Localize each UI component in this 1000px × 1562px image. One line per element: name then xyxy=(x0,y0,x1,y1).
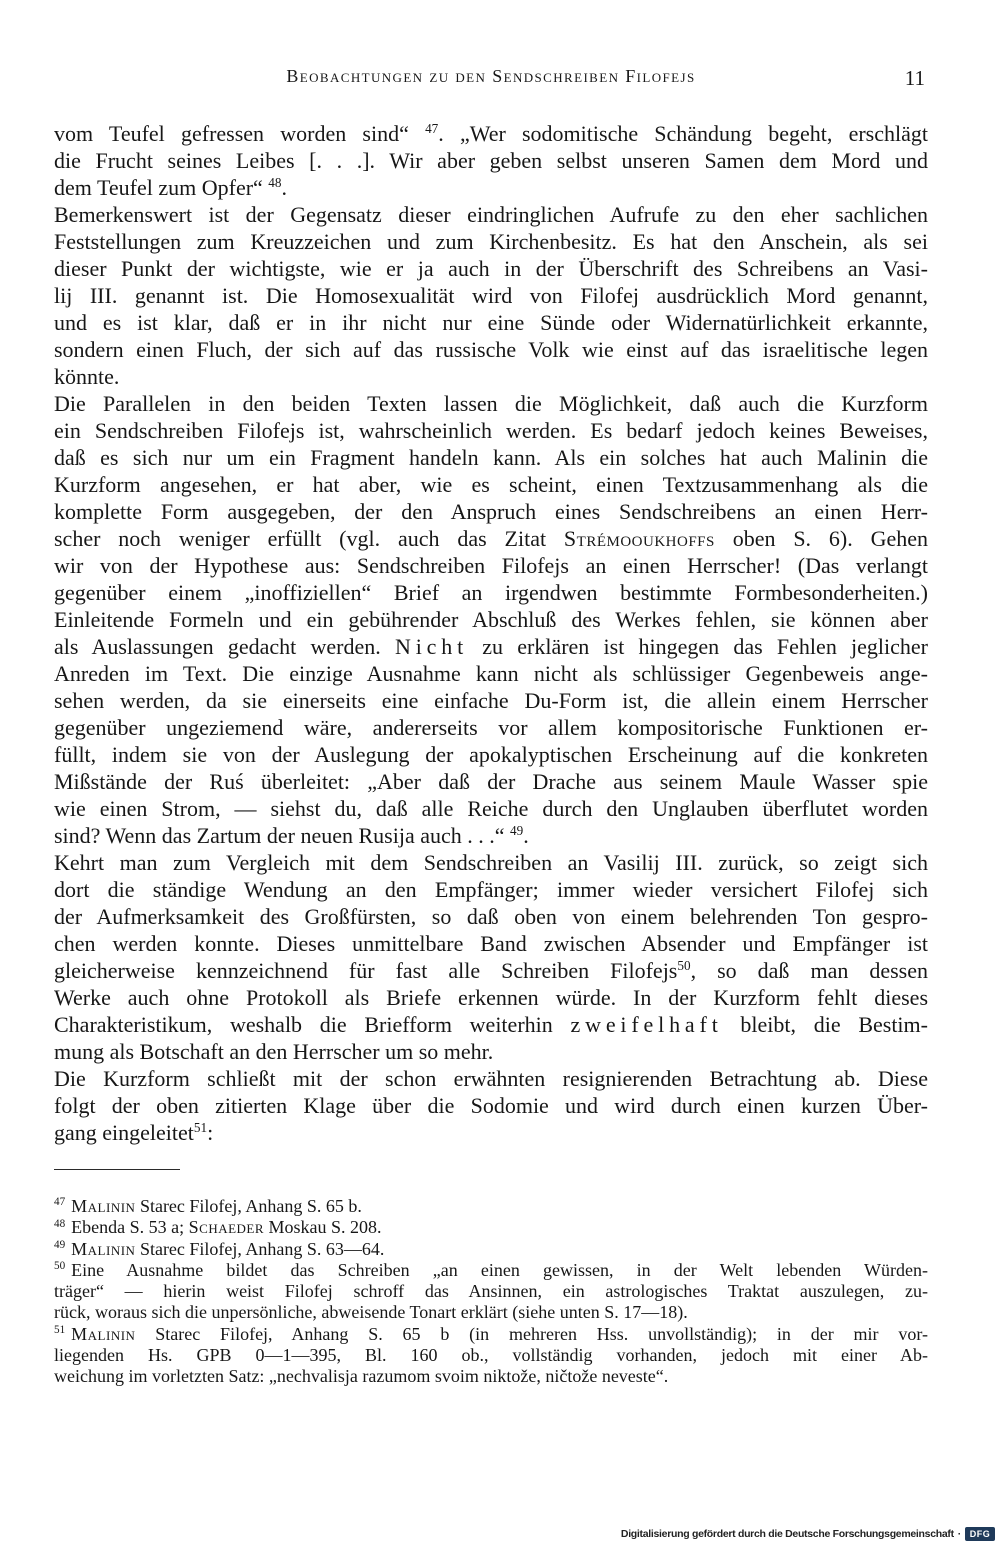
text-line xyxy=(54,444,928,471)
footnote xyxy=(54,1324,928,1388)
footnote-ref: 49 xyxy=(510,823,524,839)
text-run: dieser Punkt der wichtigste, wie er ja auch in der Überschrift des Schreibens an Vasi- xyxy=(54,256,928,281)
text-line xyxy=(54,768,928,795)
page-number: 11 xyxy=(904,66,925,90)
text-line xyxy=(54,552,928,579)
text-run: scher noch weniger erfüllt (vgl. auch das Zitat xyxy=(54,526,564,551)
text-run: füllt, indem sie von der Auslegung der apokalyptischen Erscheinung auf die konkreten xyxy=(54,742,928,767)
text-line xyxy=(54,822,928,849)
small-caps-name: Malinin xyxy=(71,1323,136,1344)
text-line xyxy=(54,363,928,390)
text-line xyxy=(54,1038,928,1065)
footnote xyxy=(54,1196,928,1217)
footnote-number: 47 xyxy=(54,1196,66,1209)
text-line xyxy=(54,714,928,741)
text-line xyxy=(54,282,928,309)
letterspaced-emphasis: zweifelhaft xyxy=(570,1012,723,1037)
text-line xyxy=(54,120,928,147)
text-line xyxy=(54,1011,928,1038)
text-run: der Aufmerksamkeit des Großfürsten, so daß oben von einem belehrenden Ton gespro- xyxy=(54,904,928,929)
text-run: Feststellungen zum Kreuzzeichen und zum Kirchenbesitz. Es hat den Anschein, als sei xyxy=(54,229,928,254)
text-line xyxy=(54,660,928,687)
text-run: mung als Botschaft an den Herrscher um so mehr. xyxy=(54,1039,494,1064)
credit-separator: · xyxy=(957,1528,961,1540)
text-line xyxy=(54,741,928,768)
text-line xyxy=(54,1366,928,1387)
text-run: : xyxy=(207,1120,214,1145)
text-run: Kurzform angesehen, er hat aber, wie es scheint, einen Textzusammenhang als die xyxy=(54,472,928,497)
text-line xyxy=(54,255,928,282)
text-run: gegenüber einem „inoffiziellen“ Brief an irgendwen bestimmte Formbesonderheiten.) xyxy=(54,580,928,605)
text-line xyxy=(54,1092,928,1119)
footnote xyxy=(54,1239,928,1260)
text-line xyxy=(54,633,928,660)
small-caps-name: Schaeder xyxy=(188,1217,265,1238)
text-run: die Frucht seines Leibes [. . .]. Wir aber geben selbst unseren Samen dem Mord und xyxy=(54,148,928,173)
footnote-ref: 48 xyxy=(268,175,282,191)
text-run: als Auslassungen gedacht werden. xyxy=(54,634,395,659)
text-line xyxy=(54,417,928,444)
text-run: Moskau S. 208. xyxy=(264,1217,382,1238)
paragraph xyxy=(54,120,928,201)
text-line xyxy=(54,1065,928,1092)
paragraph xyxy=(54,849,928,1065)
footnote-number: 49 xyxy=(54,1238,66,1251)
text-run: sondern einen Fluch, der sich auf das russische Volk wie einst auf das israelitische legen xyxy=(54,337,928,362)
text-line xyxy=(54,984,928,1011)
text-run: rück, woraus sich die unpersönliche, abweisende Tonart erklärt (siehe unten S. 17—18). xyxy=(54,1302,688,1323)
text-line xyxy=(54,687,928,714)
text-run: sehen werden, da sie einerseits eine einfache Du-Form ist, die allein einem Herrscher xyxy=(54,688,928,713)
paragraph xyxy=(54,201,928,390)
text-line xyxy=(54,390,928,417)
paragraph xyxy=(54,390,928,849)
text-run: zu erklären ist hingegen das Fehlen jeglicher xyxy=(468,634,928,659)
text-run: vom Teufel gefressen worden sind“ xyxy=(54,121,426,146)
footnote-ref: 51 xyxy=(193,1120,208,1136)
text-run: komplette Form ausgegeben, der den Anspruch eines Sendschreibens an einen Herr- xyxy=(54,499,928,524)
text-line xyxy=(54,903,928,930)
text-line xyxy=(54,498,928,525)
text-run: gegenüber ungeziemend wäre, andererseits vor allem kompositorische Funktionen er- xyxy=(54,715,928,740)
text-line xyxy=(54,1324,928,1345)
text-run: chen werden konnte. Dieses unmittelbare Band zwischen Absender und Empfänger ist xyxy=(54,931,928,956)
digitization-credit xyxy=(621,1526,995,1542)
text-line xyxy=(54,309,928,336)
footnote-number: 51 xyxy=(54,1324,66,1337)
dfg-logo: DFG xyxy=(965,1527,995,1541)
text-run: lij III. genannt ist. Die Homosexualität wird von Filofej ausdrücklich Mord genannt, xyxy=(54,283,928,308)
text-run: folgt der oben zitierten Klage über die Sodomie und wird durch einen kurzen Über- xyxy=(54,1093,928,1118)
text-line xyxy=(54,471,928,498)
text-run: und es ist klar, daß er in ihr nicht nur eine Sünde oder Widernatürlichkeit erkannte, xyxy=(54,310,928,335)
text-line xyxy=(54,606,928,633)
text-run: Ebenda S. 53 a; xyxy=(71,1217,189,1238)
text-run: Die Kurzform schließt mit der schon erwähnten resignierenden Betrachtung ab. Diese xyxy=(54,1066,928,1091)
small-caps-name: Malinin xyxy=(71,1196,136,1216)
text-run: liegenden Hs. GPB 0—1—395, Bl. 160 ob., vollständig vorhanden, jedoch mit einer Ab- xyxy=(54,1345,928,1366)
text-line xyxy=(54,1281,928,1302)
footnotes xyxy=(54,1196,928,1388)
text-line xyxy=(54,957,928,984)
text-line xyxy=(54,1345,928,1366)
text-run: gang eingeleitet xyxy=(54,1120,194,1145)
text-run: daß es sich nur um ein Fragment handeln kann. Als ein solches hat auch Malinin die xyxy=(54,445,928,470)
paragraph xyxy=(54,1065,928,1146)
letterspaced-emphasis: Nicht xyxy=(394,634,469,659)
text-run: bleibt, die Bestim- xyxy=(722,1012,928,1037)
text-run: wie einen Strom, — siehst du, daß alle Reiche durch den Unglauben überflutet worden xyxy=(54,796,928,821)
text-run: Bemerkenswert ist der Gegensatz dieser eindringlichen Aufrufe zu den eher sachlichen xyxy=(54,202,928,227)
footnote-ref: 47 xyxy=(425,121,439,137)
small-caps-name: Strémooukhoffs xyxy=(563,526,715,551)
body-text xyxy=(54,120,928,1146)
text-run: . xyxy=(523,823,529,848)
text-line xyxy=(54,1119,928,1146)
text-run: träger“ — hierin weist Filofej schroff das Ansinnen, ein astrologisches Traktat auszulegen, zu- xyxy=(54,1281,928,1302)
text-line xyxy=(54,336,928,363)
footnote-separator xyxy=(54,1169,180,1170)
text-run: Anreden im Text. Die einzige Ausnahme kann nicht als schlüssiger Gegenbeweis ange- xyxy=(54,661,928,686)
text-run: oben S. 6). Gehen xyxy=(714,526,928,551)
text-run: dort die ständige Wendung an den Empfänger; immer wieder versichert Filofej sich xyxy=(54,877,928,902)
text-line xyxy=(54,930,928,957)
text-line xyxy=(54,147,928,174)
text-line xyxy=(54,525,928,552)
text-run: , so daß man dessen xyxy=(690,958,929,983)
text-run: . „Wer sodomitische Schändung begeht, erschlägt xyxy=(438,121,928,146)
text-run: wir von der Hypothese aus: Sendschreiben Filofejs an einen Herrscher! (Das verlangt xyxy=(54,553,928,578)
text-line xyxy=(54,849,928,876)
text-line xyxy=(54,1260,928,1281)
footnote xyxy=(54,1217,928,1238)
text-line xyxy=(54,795,928,822)
text-run: Die Parallelen in den beiden Texten lassen die Möglichkeit, daß auch die Kurzform xyxy=(54,391,928,416)
text-run: Kehrt man zum Vergleich mit dem Sendschreiben an Vasilij III. zurück, so zeigt sich xyxy=(54,850,928,875)
text-run: Charakteristikum, weshalb die Briefform weiterhin xyxy=(54,1012,571,1037)
running-head xyxy=(54,63,928,89)
text-run: Werke auch ohne Protokoll als Briefe erkennen würde. In der Kurzform fehlt dieses xyxy=(54,985,928,1010)
text-run: Mißstände der Ruś überleitet: „Aber daß der Drache aus seinem Maule Wasser spie xyxy=(54,769,928,794)
text-line xyxy=(54,579,928,606)
text-line xyxy=(54,174,928,201)
text-run: weichung im vorletzten Satz: „nechvalisja razumom svoim niktože, ničtože neveste“. xyxy=(54,1366,669,1387)
text-run: Starec Filofej, Anhang S. 63—64. xyxy=(135,1238,385,1259)
footnote-number: 48 xyxy=(54,1217,66,1230)
text-run: ein Sendschreiben Filofejs ist, wahrscheinlich werden. Es bedarf jedoch keines Beweises, xyxy=(54,418,928,443)
running-title: Beobachtungen zu den Sendschreiben Filofejs xyxy=(286,66,696,86)
footnote-number: 50 xyxy=(54,1260,66,1273)
credit-text: Digitalisierung gefördert durch die Deutsche Forschungsgemeinschaft xyxy=(620,1528,954,1540)
text-run: gleicherweise kennzeichnend für fast alle Schreiben Filofejs xyxy=(54,958,678,983)
text-run: sind? Wenn das Zartum der neuen Rusija auch . . .“ xyxy=(54,823,511,848)
text-line xyxy=(54,1217,928,1238)
footnote-ref: 50 xyxy=(677,958,691,974)
text-run: Einleitende Formeln und ein gebührender Abschluß des Werkes fehlen, sie können aber xyxy=(54,607,928,632)
text-line xyxy=(54,1302,928,1323)
text-line xyxy=(54,1196,928,1217)
text-line xyxy=(54,876,928,903)
text-line xyxy=(54,1239,928,1260)
text-run: könnte. xyxy=(54,364,120,389)
text-run: Eine Ausnahme bildet das Schreiben „an einen gewissen, in der Welt lebenden Würden- xyxy=(71,1259,928,1280)
text-line xyxy=(54,228,928,255)
text-run: Starec Filofej, Anhang S. 65 b (in mehreren Hss. unvollständig); in der mir vor- xyxy=(135,1323,928,1344)
small-caps-name: Malinin xyxy=(71,1238,136,1259)
text-run: dem Teufel zum Opfer“ xyxy=(54,175,269,200)
text-run: . xyxy=(281,175,287,200)
text-run: Starec Filofej, Anhang S. 65 b. xyxy=(135,1196,362,1216)
text-line xyxy=(54,201,928,228)
footnote xyxy=(54,1260,928,1324)
